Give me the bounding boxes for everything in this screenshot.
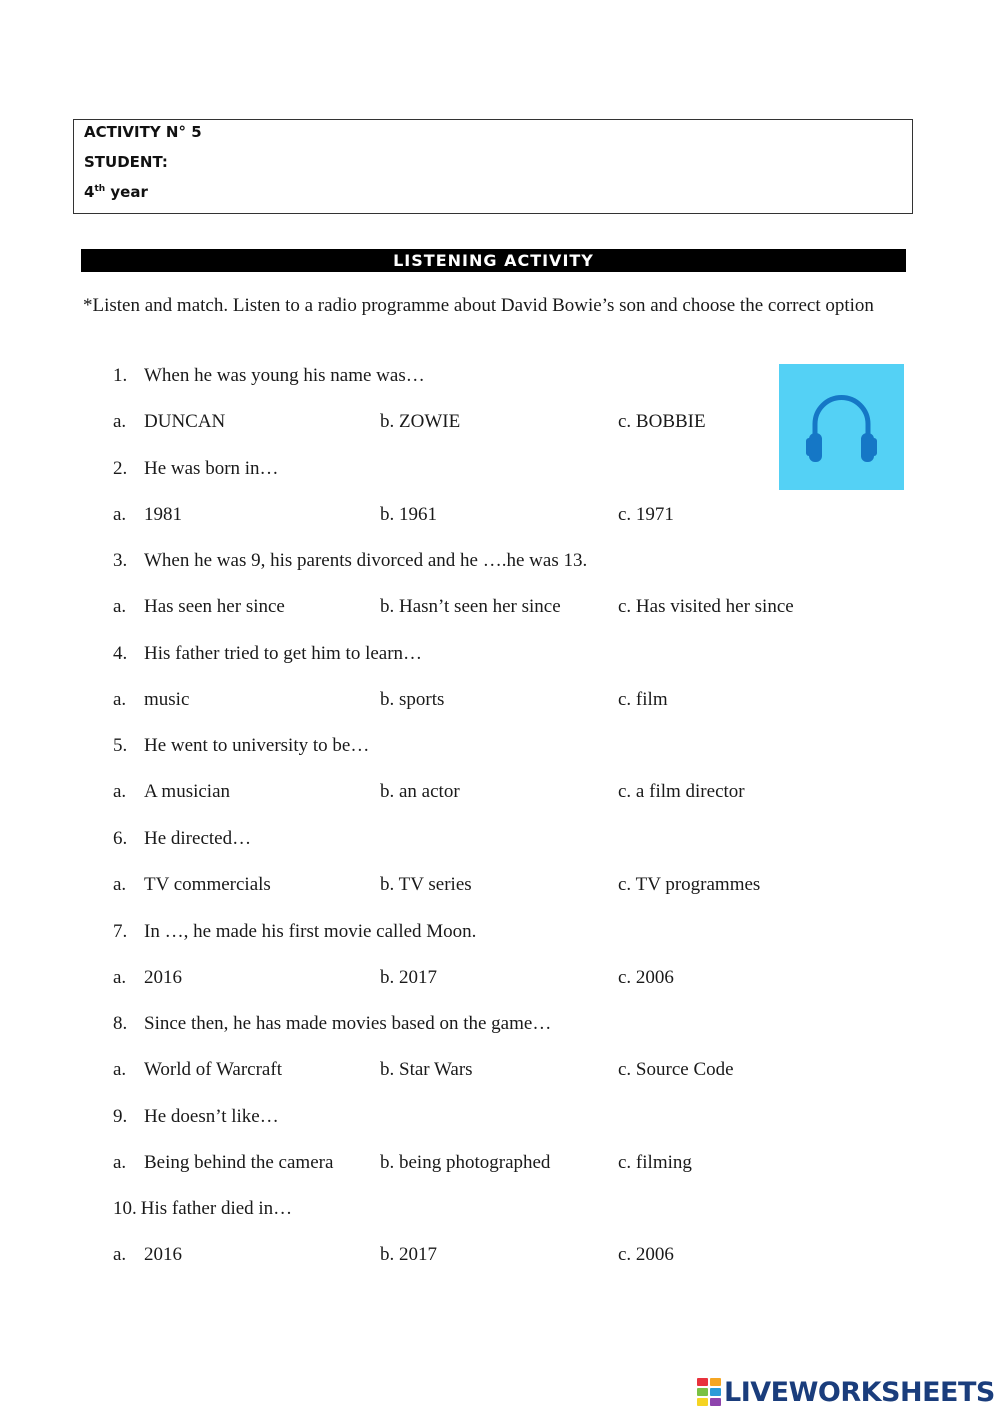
option-c[interactable]: c. 2006 — [618, 1244, 674, 1266]
option-letter: a. — [113, 503, 127, 525]
option-c[interactable]: c. a film director — [618, 781, 745, 803]
option-text: 2016 — [144, 1244, 182, 1266]
activity-number: ACTIVITY N° 5 — [84, 123, 202, 141]
year-word: year — [105, 183, 148, 201]
options-row — [0, 1152, 1000, 1176]
question-8 — [113, 1013, 551, 1035]
option-b[interactable]: b. sports — [380, 688, 445, 710]
option-a[interactable] — [113, 411, 225, 433]
option-b[interactable]: b. Hasn’t seen her since — [380, 596, 561, 618]
year-number: 4 — [84, 183, 95, 201]
question-text: He was born in… — [144, 457, 279, 479]
question-number: 1. — [113, 365, 128, 386]
option-a[interactable] — [113, 1059, 282, 1081]
section-banner: LISTENING ACTIVITY — [81, 249, 906, 272]
year-label — [84, 183, 148, 201]
option-c[interactable]: c. 1971 — [618, 503, 674, 525]
option-c[interactable]: c. filming — [618, 1151, 692, 1173]
option-text: TV commercials — [144, 874, 271, 895]
option-a[interactable] — [113, 967, 182, 989]
options-row — [0, 504, 1000, 528]
option-letter: a. — [113, 1244, 127, 1266]
option-letter: a. — [113, 781, 127, 803]
question-number: 9. — [113, 1105, 128, 1127]
option-text: DUNCAN — [144, 411, 226, 432]
option-a[interactable] — [113, 689, 189, 711]
options-row — [0, 596, 1000, 620]
option-a[interactable] — [113, 1244, 182, 1266]
option-text: World of Warcraft — [144, 1059, 282, 1081]
instructions: *Listen and match. Listen to a radio programme about David Bowie’s son and choose the correct option — [83, 295, 874, 316]
option-b[interactable]: b. 2017 — [380, 1244, 437, 1266]
option-b[interactable]: b. Star Wars — [380, 1059, 473, 1081]
question-1 — [113, 365, 425, 387]
headphones-image — [779, 364, 904, 490]
option-text: A musician — [144, 781, 231, 803]
option-b[interactable]: b. being photographed — [380, 1151, 551, 1173]
option-b[interactable]: b. an actor — [380, 781, 460, 803]
options-row — [0, 1059, 1000, 1083]
question-number: 10. — [113, 1198, 137, 1220]
options-row — [0, 781, 1000, 805]
option-a[interactable] — [113, 504, 182, 526]
question-number: 2. — [113, 457, 128, 479]
option-c[interactable]: c. BOBBIE — [618, 411, 706, 432]
question-4 — [113, 643, 422, 665]
question-text: He directed… — [144, 828, 252, 849]
option-a[interactable] — [113, 781, 230, 803]
option-text: 1981 — [144, 503, 182, 525]
student-label: STUDENT: — [84, 153, 168, 171]
question-text: When he was 9, his parents divorced and he ….he was 13. — [144, 550, 588, 572]
option-b[interactable]: b. 1961 — [380, 503, 437, 525]
question-text: In …, he made his first movie called Moon. — [144, 920, 477, 942]
question-number: 8. — [113, 1013, 128, 1035]
option-b[interactable]: b. ZOWIE — [380, 411, 461, 432]
question-5 — [113, 735, 369, 757]
options-row — [0, 967, 1000, 991]
question-number: 4. — [113, 642, 128, 664]
option-letter: a. — [113, 688, 127, 710]
option-c[interactable]: c. Has visited her since — [618, 596, 794, 618]
options-row — [0, 689, 1000, 713]
option-letter: a. — [113, 411, 127, 432]
question-7 — [113, 921, 476, 943]
question-number: 6. — [113, 828, 128, 849]
liveworksheets-logo — [697, 1375, 997, 1409]
question-text: When he was young his name was… — [144, 365, 425, 386]
option-text: 2016 — [144, 966, 182, 988]
question-text: He went to university to be… — [144, 735, 370, 757]
option-letter: a. — [113, 1151, 127, 1173]
option-c[interactable]: c. TV programmes — [618, 874, 761, 895]
option-b[interactable]: b. TV series — [380, 874, 472, 895]
year-suffix: th — [94, 184, 106, 194]
question-text: His father tried to get him to learn… — [144, 642, 423, 664]
headphones-icon — [779, 364, 904, 490]
option-a[interactable] — [113, 1152, 333, 1174]
question-3 — [113, 550, 587, 572]
question-text: He doesn’t like… — [144, 1105, 279, 1127]
option-a[interactable] — [113, 874, 271, 896]
question-text: Since then, he has made movies based on the game… — [144, 1013, 552, 1035]
question-number: 3. — [113, 550, 128, 572]
question-text: His father died in… — [140, 1198, 293, 1220]
option-text: Has seen her since — [144, 596, 285, 618]
question-10 — [113, 1198, 292, 1220]
activity-header-box — [73, 119, 913, 214]
option-text: music — [144, 688, 190, 710]
option-letter: a. — [113, 874, 127, 895]
option-letter: a. — [113, 1059, 127, 1081]
option-a[interactable] — [113, 596, 285, 618]
question-number: 5. — [113, 735, 128, 757]
question-6 — [113, 828, 251, 850]
question-9 — [113, 1106, 279, 1128]
option-c[interactable]: c. film — [618, 688, 668, 710]
option-b[interactable]: b. 2017 — [380, 966, 437, 988]
option-text: Being behind the camera — [144, 1151, 334, 1173]
option-letter: a. — [113, 596, 127, 618]
option-letter: a. — [113, 966, 127, 988]
question-2 — [113, 458, 279, 480]
option-c[interactable]: c. Source Code — [618, 1059, 734, 1081]
logo-grid-icon — [697, 1378, 721, 1406]
options-row — [0, 874, 1000, 898]
options-row — [0, 1244, 1000, 1268]
question-number: 7. — [113, 920, 128, 942]
logo-text: LIVEWORKSHEETS — [724, 1376, 995, 1408]
option-c[interactable]: c. 2006 — [618, 966, 674, 988]
